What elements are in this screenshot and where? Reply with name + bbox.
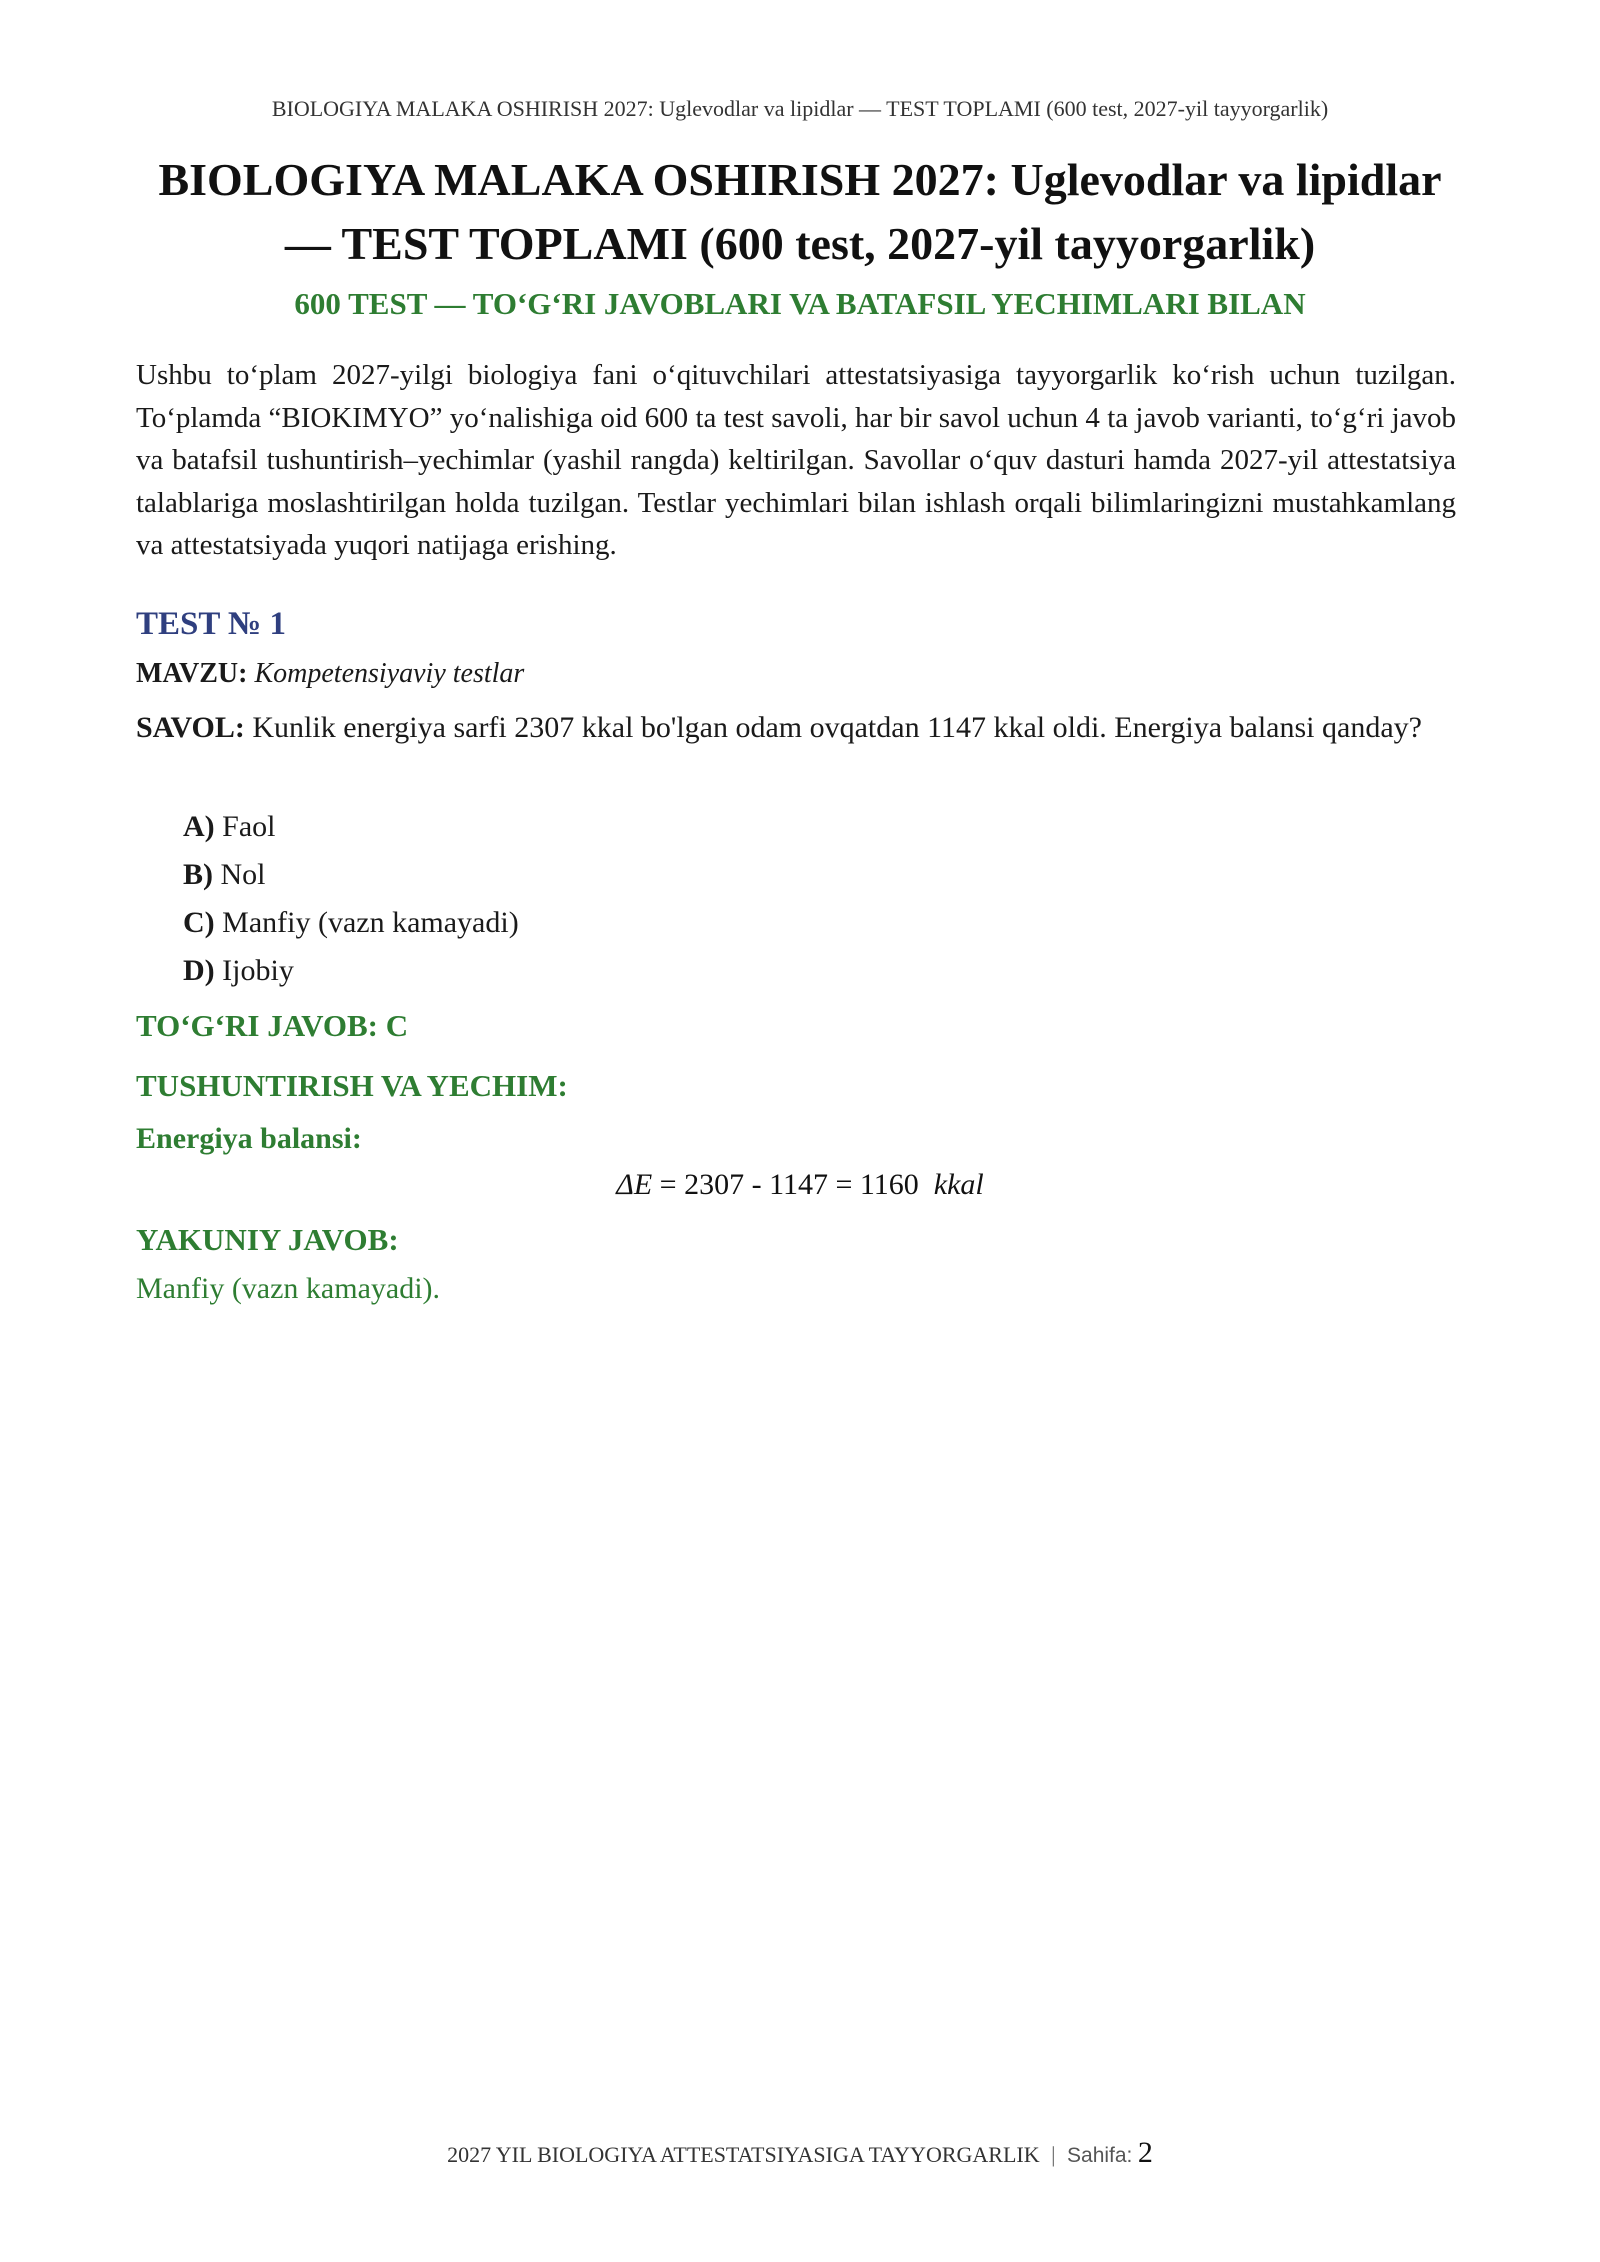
option-text: Manfiy (vazn kamayadi) <box>222 906 519 939</box>
energy-formula <box>0 1168 1600 1202</box>
option-letter: A) <box>183 810 215 843</box>
formula-lhs: ΔE <box>616 1168 653 1201</box>
document-title: BIOLOGIYA MALAKA OSHIRISH 2027: Uglevodlar va lipidlar — TEST TOPLAMI (600 test, 2027-yil tayyorgarlik) <box>158 154 1442 269</box>
topic-label: MAVZU: <box>136 658 248 689</box>
intro-paragraph: Ushbu to‘plam 2027-yilgi biologiya fani o‘qituvchilari attestatsiyasiga tayyorgarlik ko‘rish uchun tuzilgan. To‘plamda “BIOKIMYO” yo‘nalishiga oid 600 ta test savoli, har bir savol uchun 4 ta javob varianti, to‘g‘ri javob va batafsil tushuntirish–yechimlar (yashil rangda) keltirilgan. Savollar o‘quv dasturi hamda 2027-yil attestatsiya talablariga moslashtirilgan holda tuzilgan. Testlar yechimlari bilan ishlash orqali bilimlaringizni mustahkamlang va attestatsiyada yuqori natijaga erishing. <box>136 359 1456 561</box>
option-letter: C) <box>183 906 215 939</box>
energy-balance-label: Energiya balansi: <box>136 1122 362 1155</box>
document-subtitle: 600 TEST — TO‘G‘RI JAVOBLARI VA BATAFSIL YECHIMLARI BILAN <box>294 286 1306 321</box>
topic-line <box>136 658 524 690</box>
question <box>136 706 1456 749</box>
page-footer <box>0 2136 1600 2170</box>
question-text: Kunlik energiya sarfi 2307 kkal bo'lgan odam ovqatdan 1147 kkal oldi. Energiya balansi qanday? <box>252 711 1422 744</box>
option-letter: B) <box>183 858 213 891</box>
option-text: Faol <box>222 810 276 843</box>
option-b <box>183 854 519 902</box>
footer-separator: | <box>1051 2142 1056 2167</box>
page-label: Sahifa: <box>1067 2144 1133 2167</box>
page-number: 2 <box>1137 2136 1153 2169</box>
option-text: Ijobiy <box>222 954 294 987</box>
running-header: BIOLOGIYA MALAKA OSHIRISH 2027: Uglevodlar va lipidlar — TEST TOPLAMI (600 test, 2027-yil tayyorgarlik) <box>271 96 1329 121</box>
final-answer-label: YAKUNIY JAVOB: <box>136 1222 399 1257</box>
final-answer-text: Manfiy (vazn kamayadi). <box>136 1272 441 1305</box>
option-a <box>183 806 519 854</box>
option-text: Nol <box>220 858 266 891</box>
formula-expression: = 2307 - 1147 = 1160 <box>652 1168 934 1201</box>
formula-unit: kkal <box>933 1168 984 1201</box>
option-c <box>183 902 519 950</box>
topic-value: Kompetensiyaviy testlar <box>254 658 525 689</box>
footer-text: 2027 YIL BIOLOGIYA ATTESTATSIYASIGA TAYYORGARLIK <box>447 2142 1040 2167</box>
answer-options <box>183 806 519 998</box>
option-d <box>183 950 519 998</box>
test-heading: TEST № 1 <box>136 606 286 642</box>
explanation-heading: TUSHUNTIRISH VA YECHIM: <box>136 1068 568 1103</box>
question-label: SAVOL: <box>136 711 245 744</box>
correct-answer: TO‘G‘RI JAVOB: C <box>136 1008 409 1043</box>
option-letter: D) <box>183 954 215 987</box>
